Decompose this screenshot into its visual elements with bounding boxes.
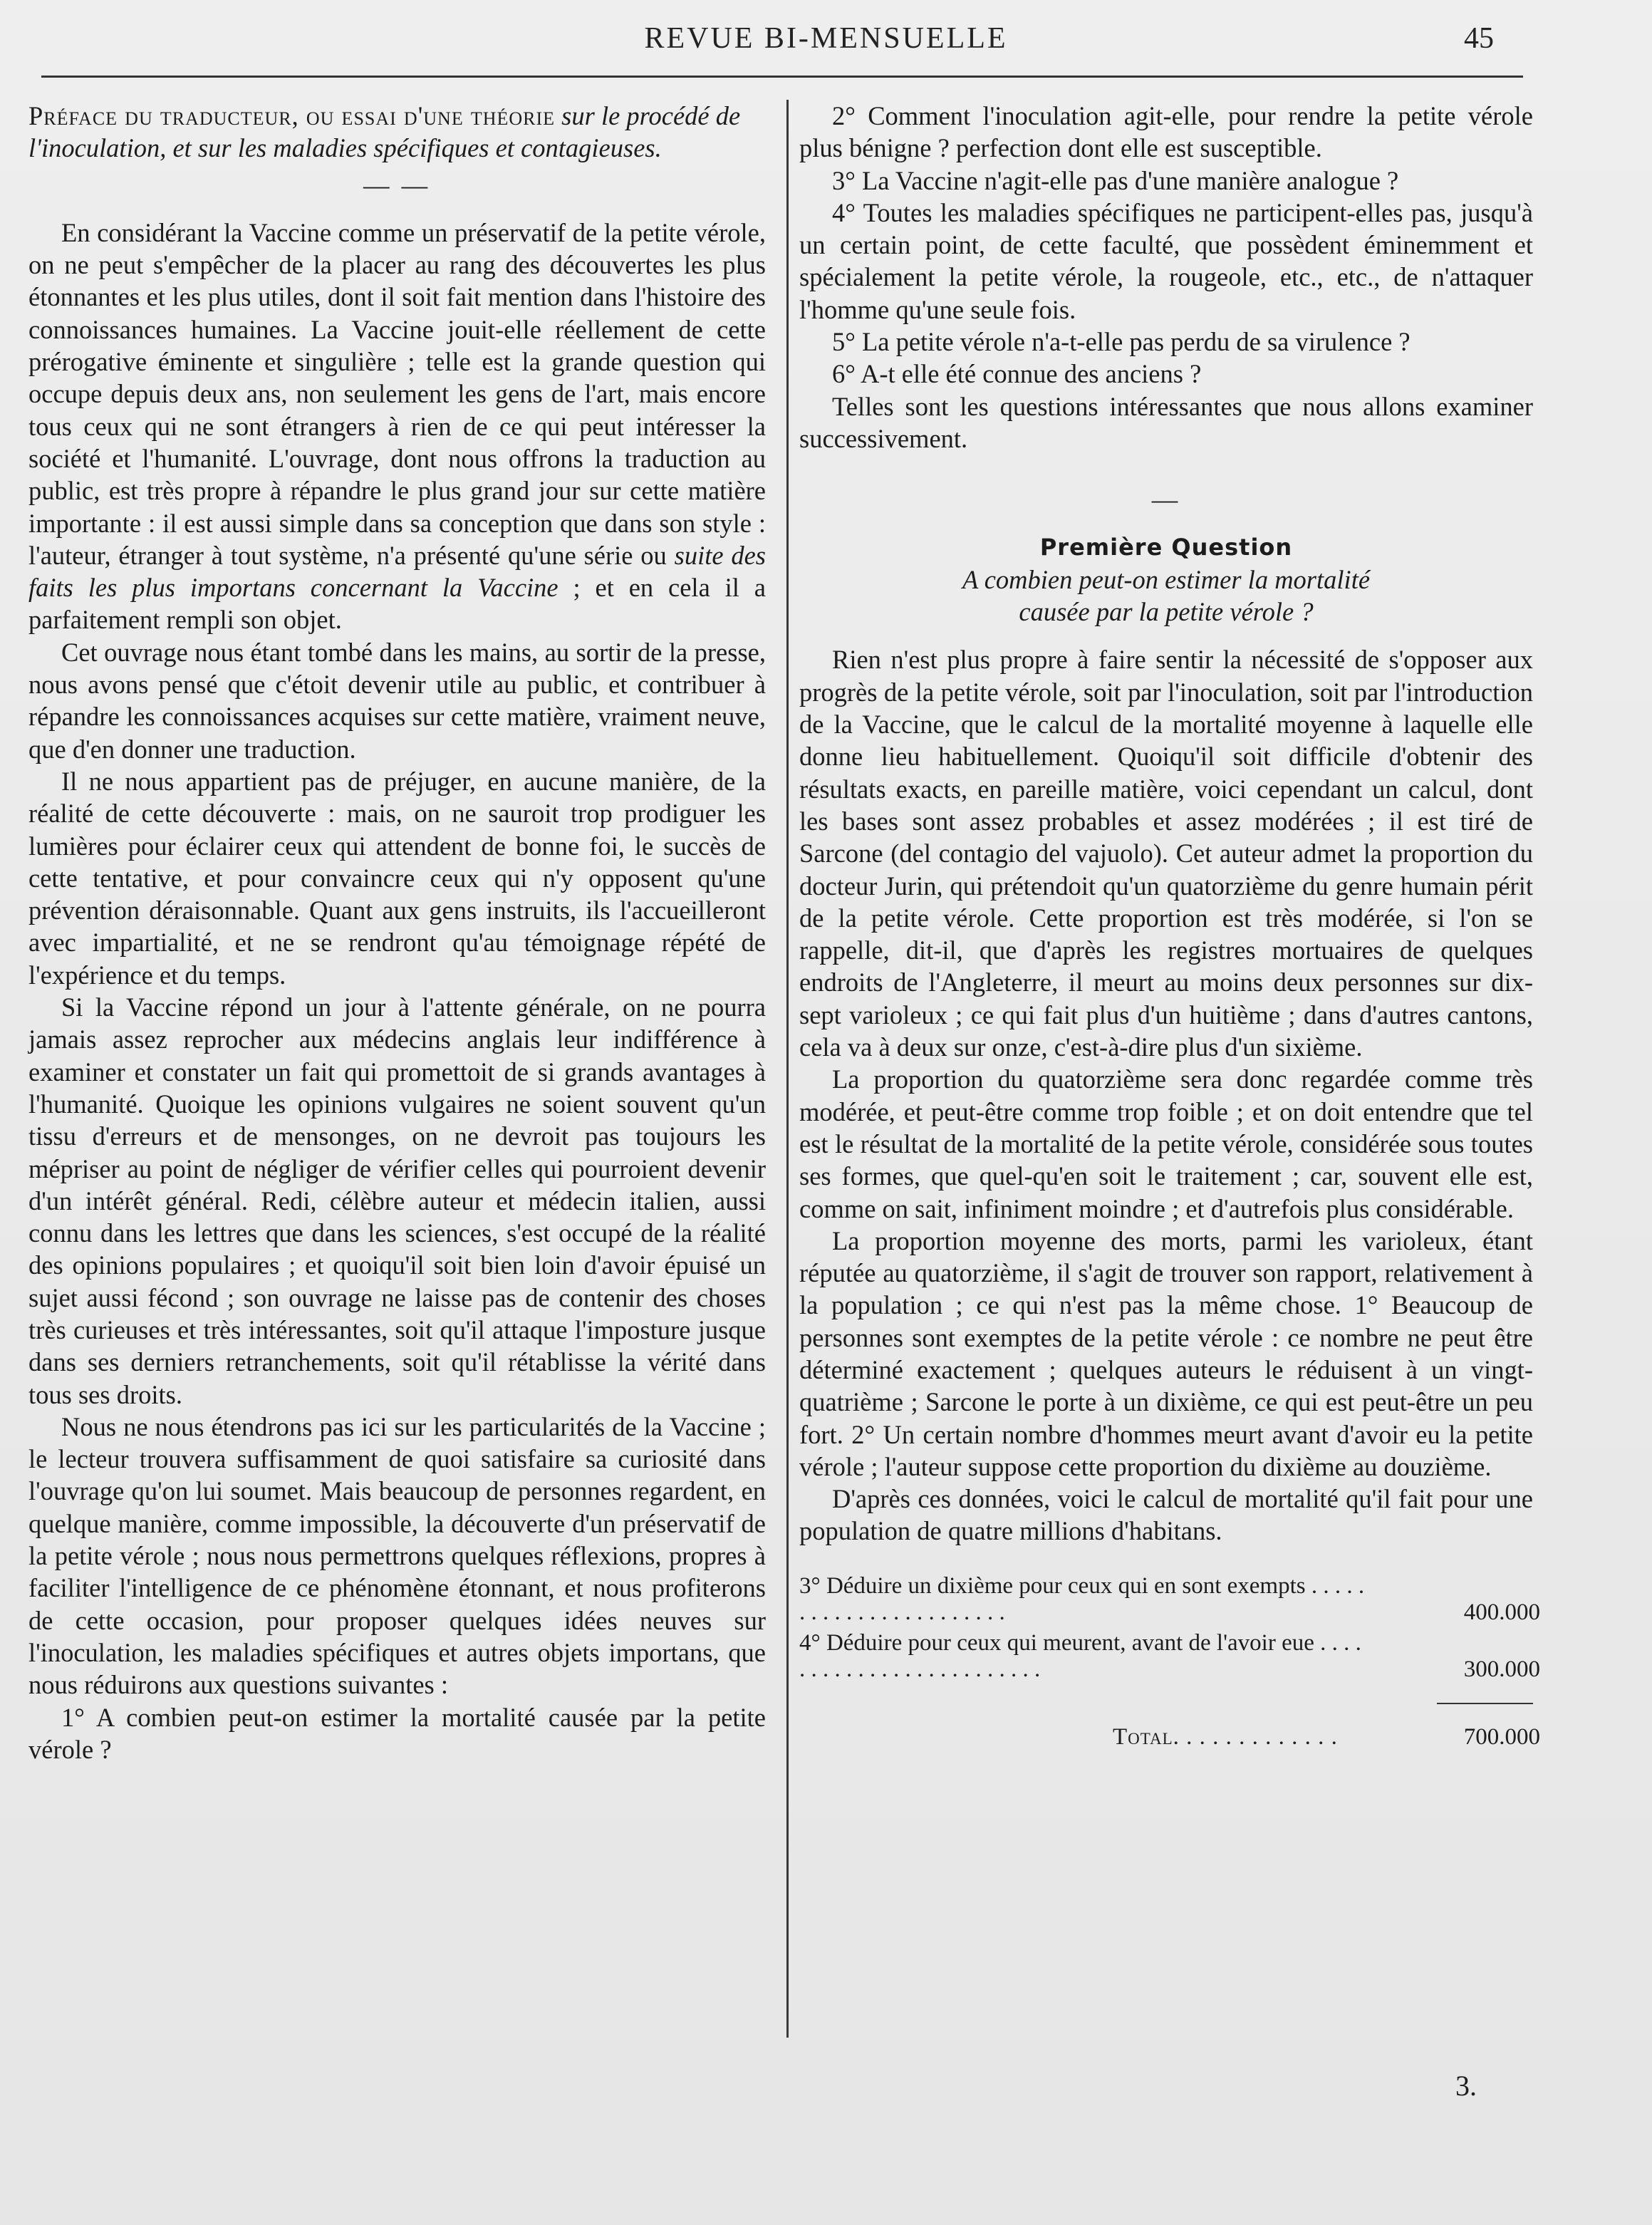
paragraph: Si la Vaccine répond un jour à l'attente générale, on ne pourra jamais assez reprocher aux médecins anglais leur indifférence à examiner et constater un fait qui promettoit de si grands avantages à l'humanité. Quoique les opinions vulgaires ne soient souvent qu'un tissu d'erreurs et de mensonges, on ne devroit pas toujours les mépriser au point de négliger de vérifier celles qui pourroient devenir d'un intérêt général. Redi, célèbre auteur et médecin italien, aussi connu dans les lettres que dans les sciences, s'est occupé de la réalité des opinions populaires ; et quoiqu'il soit bien loin d'avoir épuisé un sujet aussi fécond ; son ouvrage ne laisse pas de contenir des choses très curieuses et très intéressantes, soit qu'il attaque l'imposture jusque dans ses derniers retranchements, soit qu'il rétablisse la vérité dans tous ses droits. [28,992,766,1409]
question-item: 2° Comment l'inoculation agit-elle, pour rendre la petite vérole plus bénigne ? perfection dont elle est susceptible. [799,101,1533,163]
page-number: 45 [1464,22,1494,55]
total-label: Total. . . . . . . . . . . . . [1113,1723,1338,1750]
calc-amount: 300.000 [1463,1656,1540,1682]
paragraph: Nous ne nous étendrons pas ici sur les particularités de la Vaccine ; le lecteur trouvera suffisamment de quoi satisfaire sa curiosité dans l'ouvrage qu'on lui soumet. Mais beaucoup de personnes regardent, en quelque manière, comme impossible, la découverte d'un préservatif de la petite vérole ; nous nous permettrons quelques réflexions, propres à faciliter l'intelligence de ce phénomène étonnant, et nous profiterons de cette occasion, pour proposer quelques idées neuves sur l'inoculation, les maladies spécifiques et autres objets importans, que nous réduirons aux questions suivantes : [28,1411,766,1700]
question-subtitle: A combien peut-on estimer la mortalité [962,564,1371,594]
question-item: 5° La petite vérole n'a-t-elle pas perdu de sa virulence ? [832,327,1411,357]
paragraph: D'après ces données, voici le calcul de mortalité qu'il fait pour une population de quatre millions d'habitans. [799,1484,1533,1546]
total-amount: 700.000 [1463,1723,1540,1750]
paragraph: Telles sont les questions intéressantes que nous allons examiner successivement. [799,391,1533,453]
paragraph: Il ne nous appartient pas de préjuger, en aucune manière, de la réalité de cette découverte : mais, on ne sauroit trop prodiguer les lumières pour éclairer ceux qui attendent de bonne foi, le succès de cette tentative, et pour convaincre ceux qui n'y opposent qu'une prévention déraisonnable. Quant aux gens instruits, ils l'accueilleront avec impartialité, et ne se rendront qu'au témoignage répété de l'expérience et du temps. [28,766,766,990]
column-divider [786,100,789,2038]
paragraph: Rien n'est plus propre à faire sentir la nécessité de s'opposer aux progrès de la petite vérole, soit par l'inoculation, soit par l'introduction de la Vaccine, que le calcul de la mortalité moyenne à laquelle elle donne lieu habituellement. Quoiqu'il soit difficile d'obtenir des résultats exacts, en pareille matière, voici cependant un calcul, dont les bases sont assez probables et assez modérées ; il est tiré de Sarcone (del contagio del vajuolo). Cet auteur admet la proportion du docteur Jurin, qui prétendoit qu'un quatorzième du genre humain périt de la petite vérole. Cette proportion est très modérée, si l'on se rappelle, dit-il, que d'après les registres mortuaires de quelques endroits de l'Angleterre, il meurt au moins deux personnes sur dix-sept varioleux ; ce qui fait plus d'un huitième ; dans d'autres cantons, cela va à deux sur onze, c'est-à-dire plus d'un sixième. [799,645,1533,1062]
calc-row [799,1573,1540,1626]
p1-italic: suite des faits les plus importans concernant la Vaccine [28,540,766,603]
paragraph [28,217,766,636]
paragraph: La proportion du quatorzième sera donc regardée comme très modérée, et peut-être comme trop foible ; et on doit entendre que tel est le résultat de la mortalité de la petite vérole, considérée sous toutes ses formes, que quel-qu'en soit le traitement ; car, souvent elle est, comme on sait, infiniment moindre ; et d'autrefois plus considérable. [799,1064,1533,1223]
total-row [799,1724,1540,1753]
signature-mark: 3. [1455,2070,1477,2102]
right-column [799,100,1540,1753]
calc-amount: 400.000 [1463,1599,1540,1625]
section-separator: — [1151,484,1181,514]
question-item: 4° Toutes les maladies spécifiques ne participent-elles pas, jusqu'à un certain point, de cette faculté, que possèdent éminemment et spécialement la petite vérole, la rougeole, etc., etc., de n'attaquer l'homme qu'une seule fois. [799,197,1533,324]
question-item: 1° A combien peut-on estimer la mortalité causée par la petite vérole ? [28,1702,766,1764]
journal-title: REVUE BI-MENSUELLE [644,22,1008,55]
calc-label: 4° Déduire pour ceux qui meurent, avant de l'avoir eue . . . . . . . . . . . . . . . . . . . . . . . . . [799,1629,1361,1682]
header-rule [41,76,1523,78]
p1-text: En considérant la Vaccine comme un préservatif de la petite vérole, on ne peut s'empêcher de la placer au rang des découvertes les plus étonnantes et les plus utiles, dont il soit fait mention dans l'histoire des connoissances humaines. La Vaccine jouit-elle réellement de cette prérogative éminente et singulière ; telle est la grande question qui occupe depuis deux ans, non seulement les gens de l'art, mais encore tous ceux qui ne sont étrangers à rien de ce qui peut intéresser la société et l'humanité. L'ouvrage, dont nous offrons la traduction au public, est très propre à répandre le plus grand jour sur cette matière importante : il est aussi simple dans sa conception que dans son style : l'auteur, étranger à tout système, n'a présenté qu'une série ou [28,217,766,570]
paragraph: La proportion moyenne des morts, parmi les varioleux, étant réputée au quatorzième, il s'agit de trouver son rapport, relativement à la population ; ce qui n'est pas la même chose. 1° Beaucoup de personnes sont exemptes de la petite vérole : ce nombre ne peut être déterminé exactement ; quelques auteurs le réduisent à un vingt-quatrième ; Sarcone le porte à un dixième, ce qui est peut-être un peu fort. 2° Un certain nombre d'hommes meurt avant d'avoir eu la petite vérole ; l'auteur suppose cette proportion du dixième au douzième. [799,1225,1533,1481]
calc-label: 3° Déduire un dixième pour ceux qui en sont exempts . . . . . . . . . . . . . . . . . . . . . . . [799,1572,1365,1625]
question-subtitle: causée par la petite vérole ? [1019,597,1314,627]
running-head [0,21,1652,64]
heading-prefix: Préface du traducteur, ou essai d'une théorie [28,101,556,130]
question-item: 6° A-t elle été connue des anciens ? [832,359,1202,389]
heading-italic: sur le procédé de l'inoculation, et sur les maladies spécifiques et contagieuses. [28,101,741,163]
calc-row [799,1630,1540,1683]
p1-end: ; et en cela il a parfaitement rempli son objet. [28,573,766,635]
section-heading [28,100,766,165]
question-item: 3° La Vaccine n'agit-elle pas d'une manière analogue ? [832,165,1399,195]
question-title: Première Question [1039,533,1293,561]
left-column [28,100,766,1765]
sum-rule [1437,1703,1533,1704]
mortality-calculation [799,1572,1540,1753]
paragraph: Cet ouvrage nous étant tombé dans les mains, au sortir de la presse, nous avons pensé que c'étoit devenir utile au public, et contribuer à répandre les connoissances acquises sur cette matière, vraiment neuve, que d'en donner une traduction. [28,637,766,764]
heading-separator: — — [363,170,431,199]
